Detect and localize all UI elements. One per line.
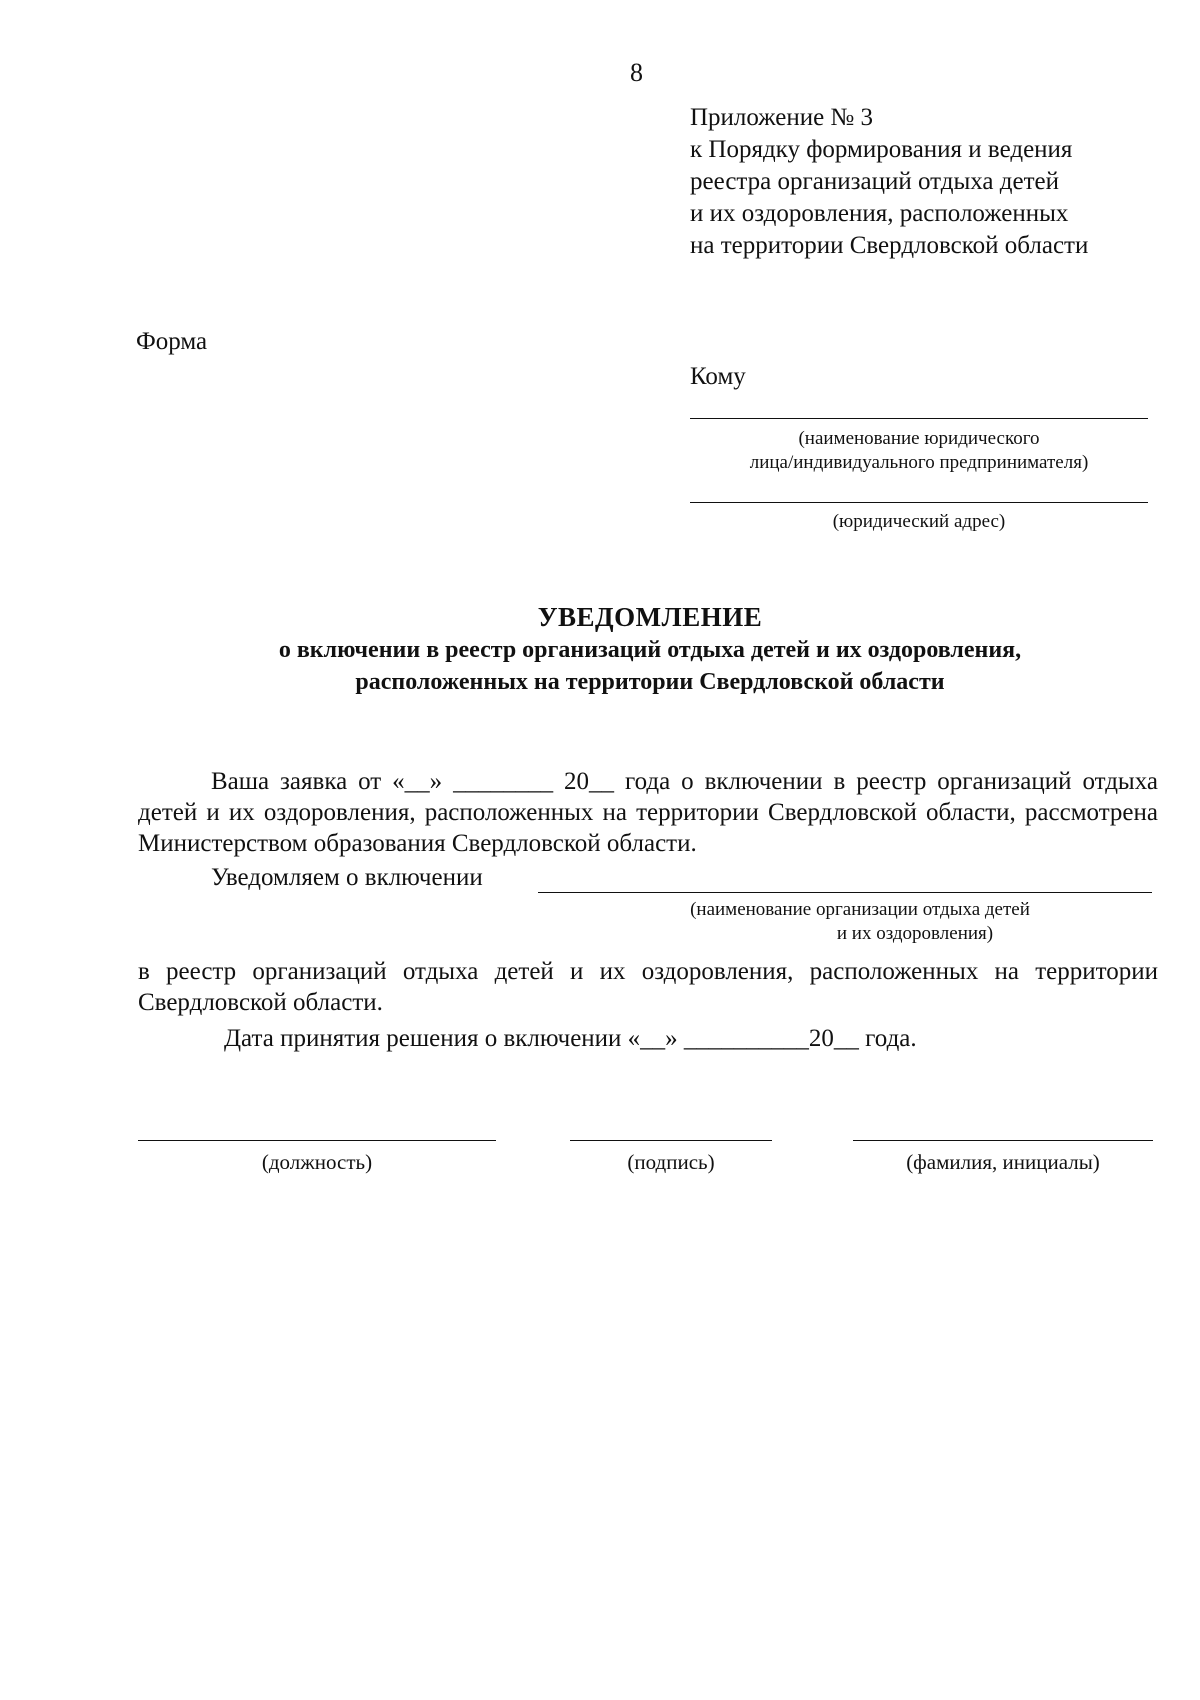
position-line[interactable] (138, 1140, 496, 1141)
page-number: 8 (630, 58, 643, 87)
form-label: Форма (136, 328, 208, 355)
notify-line (138, 862, 1158, 893)
appendix-header (690, 102, 1170, 262)
position-caption: (должность) (261, 1150, 373, 1174)
appendix-line: к Порядку формирования и ведения (690, 136, 1073, 163)
appendix-line: на территории Свердловской области (690, 232, 1089, 259)
application-paragraph: Ваша заявка от «__» ________ 20__ года о включении в реестр организаций отдыха детей и их оздоровления, расположенных на территории Свердловской области, рассмотрена Министерством образования Свердловской области. (138, 768, 1158, 857)
document-title (140, 600, 1160, 698)
recipient-address-caption: (юридический адрес) (832, 511, 1006, 532)
recipient-address-line[interactable] (690, 502, 1148, 503)
notify-prefix: Уведомляем о включении (211, 864, 483, 891)
name-caption: (фамилия, инициалы) (906, 1150, 1100, 1174)
registry-paragraph: в реестр организаций отдыха детей и их оздоровления, расположенных на территории Свердловской области. (138, 958, 1158, 1016)
organization-caption (600, 898, 1120, 946)
caption-line: (наименование организации отдыха детей (690, 899, 1030, 920)
caption-line: (наименование юридического (798, 428, 1040, 449)
title-main: УВЕДОМЛЕНИЕ (537, 602, 763, 632)
title-sub-line: о включении в реестр организаций отдыха детей и их оздоровления, (278, 637, 1022, 663)
organization-name-line[interactable] (538, 892, 1152, 893)
recipient-name-caption (690, 427, 1148, 475)
signature-caption: (подпись) (627, 1150, 715, 1174)
caption-line: лица/индивидуального предпринимателя) (749, 452, 1089, 473)
recipient-name-line[interactable] (690, 418, 1148, 419)
appendix-line: реестра организаций отдыха детей (690, 168, 1059, 195)
appendix-line: Приложение № 3 (690, 104, 874, 131)
appendix-line: и их оздоровления, расположенных (690, 200, 1069, 227)
decision-date-text: Дата принятия решения о включении «__» __________20__ года. (224, 1025, 917, 1052)
caption-line: и их оздоровления) (836, 923, 994, 944)
decision-date-line (138, 1023, 1158, 1054)
signature-line[interactable] (570, 1140, 772, 1141)
recipient-label: Кому (690, 363, 746, 390)
title-sub-line: расположенных на территории Свердловской области (355, 669, 945, 695)
name-line[interactable] (853, 1140, 1153, 1141)
